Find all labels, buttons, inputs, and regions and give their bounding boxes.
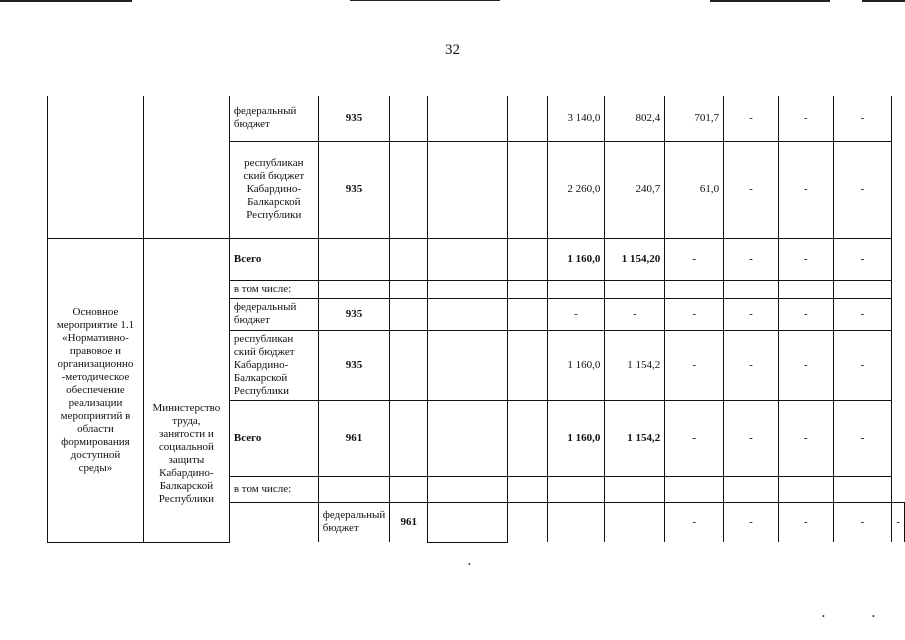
value-cell: -: [833, 238, 892, 280]
code-cell: 961: [390, 502, 428, 542]
scan-speck: •: [872, 612, 875, 621]
value-cell: -: [724, 298, 779, 330]
source-cell: федеральный бюджет: [318, 502, 390, 542]
value-cell: 240,7: [605, 141, 665, 238]
measure-cell-bottom: [229, 502, 318, 542]
empty-cell: [428, 400, 508, 476]
value-cell: -: [665, 502, 724, 542]
value-cell: 3 140,0: [547, 96, 605, 141]
value-cell: -: [778, 330, 833, 400]
source-cell: федеральный бюджет: [229, 298, 318, 330]
executor-cell-top: [143, 96, 229, 238]
source-cell: республикан ский бюджет Кабардино- Балкарской Республики: [229, 141, 318, 238]
value-cell: -: [724, 502, 779, 542]
source-cell: Всего: [229, 238, 318, 280]
scan-speck: •: [822, 612, 825, 621]
empty-cell: [390, 476, 428, 502]
empty-cell: [428, 238, 508, 280]
source-cell: республикан ский бюджет Кабардино- Балкарской Республики: [229, 330, 318, 400]
code-cell: [318, 280, 390, 298]
value-cell: 1 160,0: [547, 400, 605, 476]
empty-cell: [390, 298, 428, 330]
scan-speck: •: [468, 560, 471, 569]
value-cell: -: [724, 238, 779, 280]
top-rule-right: [710, 0, 830, 2]
value-cell: 1 154,20: [605, 238, 665, 280]
empty-cell: [390, 400, 428, 476]
top-rule-far: [862, 0, 905, 2]
empty-cell: [390, 238, 428, 280]
code-cell: 935: [318, 96, 390, 141]
empty-cell: [724, 280, 779, 298]
value-cell: -: [605, 298, 665, 330]
empty-cell: [833, 280, 892, 298]
table-row: [48, 400, 905, 476]
value-cell: -: [724, 141, 779, 238]
value-cell: -: [778, 502, 833, 542]
table-row: [48, 238, 905, 280]
value-cell: -: [547, 298, 605, 330]
empty-cell: [665, 280, 724, 298]
code-cell: 935: [318, 330, 390, 400]
code-cell: [318, 476, 390, 502]
value-cell: -: [833, 96, 892, 141]
empty-cell: [507, 238, 547, 280]
value-cell: -: [665, 238, 724, 280]
value-cell: -: [778, 238, 833, 280]
value-cell: -: [724, 330, 779, 400]
value-cell: 1 154,2: [605, 330, 665, 400]
value-cell: -: [833, 330, 892, 400]
source-cell: Всего: [229, 400, 318, 476]
budget-table: [47, 96, 905, 543]
empty-cell: [507, 330, 547, 400]
empty-cell: [605, 280, 665, 298]
empty-cell: [507, 400, 547, 476]
empty-cell: [390, 280, 428, 298]
value-cell: 701,7: [665, 96, 724, 141]
empty-cell: [547, 280, 605, 298]
main-measure-title: Основное мероприятие 1.1 «Нормативно- правовое и организационно -методическое обеспечение реализации мероприятий в области формирования доступной среды»: [48, 238, 144, 542]
value-cell: 1 160,0: [547, 238, 605, 280]
value-cell: 1 160,0: [547, 330, 605, 400]
empty-cell: [547, 502, 605, 542]
value-cell: -: [833, 400, 892, 476]
executor-name: Министерство труда, занятости и социальной защиты Кабардино- Балкарской Республики: [143, 400, 229, 542]
empty-cell: [507, 298, 547, 330]
empty-cell: [390, 330, 428, 400]
empty-cell: [778, 476, 833, 502]
top-rule-left: [0, 0, 132, 2]
empty-cell: [547, 476, 605, 502]
code-cell: 961: [318, 400, 390, 476]
value-cell: -: [778, 96, 833, 141]
source-cell: в том числе:: [229, 476, 318, 502]
value-cell: -: [833, 298, 892, 330]
value-cell: -: [724, 400, 779, 476]
empty-cell: [428, 96, 508, 141]
value-cell: 61,0: [665, 141, 724, 238]
empty-cell: [507, 96, 547, 141]
value-cell: 2 260,0: [547, 141, 605, 238]
table-row: [48, 96, 905, 141]
source-cell: в том числе:: [229, 280, 318, 298]
empty-cell: [390, 96, 428, 141]
value-cell: -: [724, 96, 779, 141]
value-cell: -: [665, 400, 724, 476]
empty-cell: [428, 141, 508, 238]
empty-cell: [778, 280, 833, 298]
value-cell: -: [778, 298, 833, 330]
empty-cell: [428, 298, 508, 330]
empty-cell: [665, 476, 724, 502]
empty-cell: [428, 476, 508, 502]
value-cell: -: [778, 141, 833, 238]
executor-cell-empty: [143, 238, 229, 400]
value-cell: -: [665, 298, 724, 330]
code-cell: 935: [318, 141, 390, 238]
value-cell: 1 154,2: [605, 400, 665, 476]
empty-cell: [390, 141, 428, 238]
empty-cell: [724, 476, 779, 502]
empty-cell: [507, 280, 547, 298]
empty-cell: [428, 280, 508, 298]
empty-cell: [507, 502, 547, 542]
empty-cell: [605, 476, 665, 502]
empty-cell: [428, 330, 508, 400]
value-cell: -: [665, 330, 724, 400]
page-number: 32: [445, 42, 460, 58]
value-cell: -: [778, 400, 833, 476]
code-cell: 935: [318, 298, 390, 330]
empty-cell: [428, 502, 508, 542]
measure-cell-top: [48, 96, 144, 238]
value-cell: [605, 502, 665, 542]
empty-cell: [507, 476, 547, 502]
empty-cell: [833, 476, 892, 502]
code-cell: [318, 238, 390, 280]
value-cell: -: [833, 141, 892, 238]
value-cell: -: [833, 502, 892, 542]
value-cell: -: [892, 502, 905, 542]
source-cell: федеральный бюджет: [229, 96, 318, 141]
empty-cell: [507, 141, 547, 238]
top-rule-mid: [350, 0, 500, 1]
value-cell: 802,4: [605, 96, 665, 141]
